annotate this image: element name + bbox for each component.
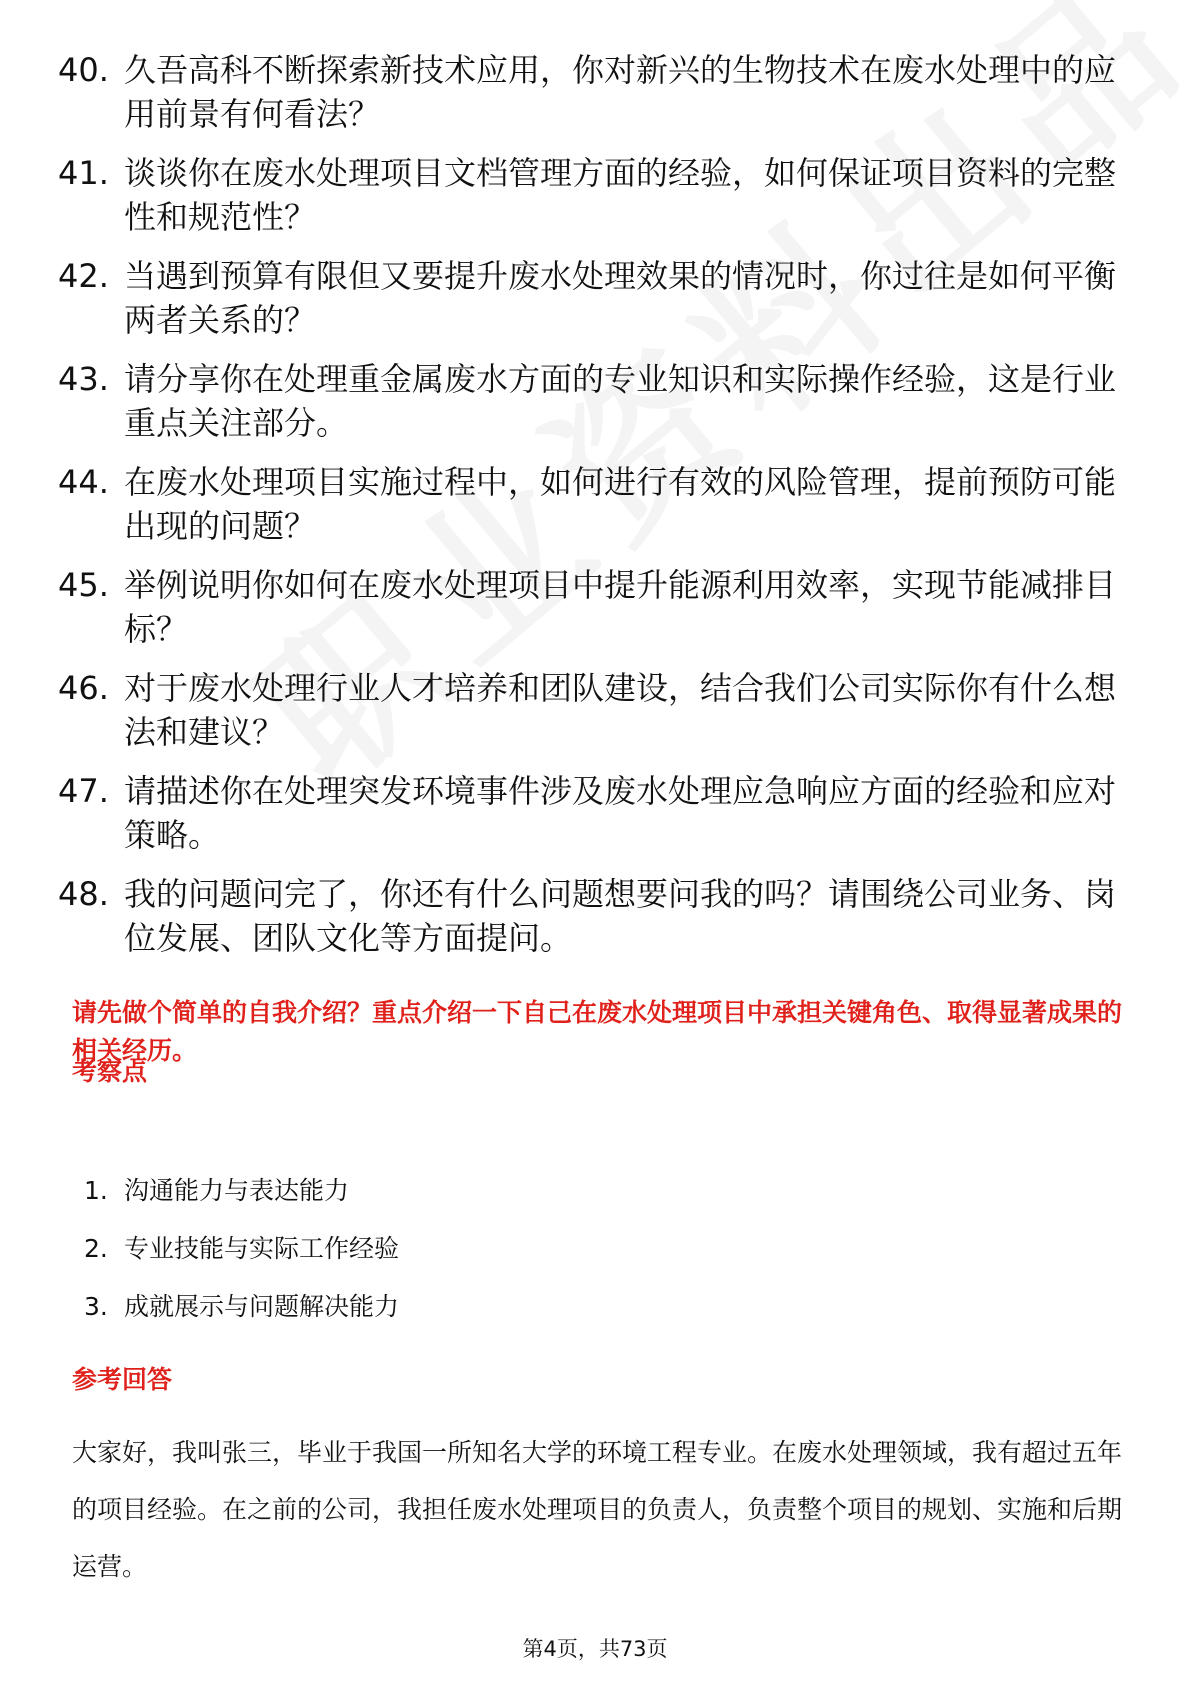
assessment-points <box>84 1162 399 1336</box>
question-text: 对于废水处理行业人才培养和团队建设，结合我们公司实际你有什么想法和建议？ <box>124 669 1117 751</box>
list-item <box>58 872 1118 960</box>
list-item <box>58 48 1118 136</box>
reference-answer: 大家好，我叫张三，毕业于我国一所知名大学的环境工程专业。在废水处理领域，我有超过五年的项目经验。在之前的公司，我担任废水处理项目的负责人，负责整个项目的规划、实施和后期运营。 <box>72 1438 1123 1581</box>
question-number: 41. <box>58 154 109 192</box>
question-number: 44. <box>58 463 109 501</box>
list-item <box>84 1220 399 1278</box>
list-item <box>84 1162 399 1220</box>
list-item <box>58 769 1118 857</box>
point-number: 1. <box>84 1176 108 1205</box>
question-text: 当遇到预算有限但又要提升废水处理效果的情况时，你过往是如何平衡两者关系的？ <box>124 257 1117 339</box>
reference-heading: 参考回答 <box>72 1365 173 1394</box>
list-item <box>58 460 1118 548</box>
question-text: 在废水处理项目实施过程中，如何进行有效的风险管理，提前预防可能出现的问题？ <box>124 463 1117 545</box>
question-number: 48. <box>58 875 109 913</box>
question-text: 请分享你在处理重金属废水方面的专业知识和实际操作经验，这是行业重点关注部分。 <box>124 360 1117 442</box>
question-number: 45. <box>58 566 109 604</box>
question-number: 47. <box>58 772 109 810</box>
assessment-heading: 考察点 <box>72 1057 148 1086</box>
list-item <box>58 357 1118 445</box>
question-text: 请描述你在处理突发环境事件涉及废水处理应急响应方面的经验和应对策略。 <box>124 772 1117 854</box>
question-number: 43. <box>58 360 109 398</box>
list-item <box>58 563 1118 651</box>
point-number: 2. <box>84 1234 108 1263</box>
list-item <box>58 666 1118 754</box>
point-text: 沟通能力与表达能力 <box>124 1176 350 1205</box>
question-list <box>58 48 1118 975</box>
point-text: 成就展示与问题解决能力 <box>124 1292 400 1321</box>
point-number: 3. <box>84 1292 108 1321</box>
page-number: 第4页，共73页 <box>522 1637 668 1661</box>
question-number: 42. <box>58 257 109 295</box>
question-text: 久吾高科不断探索新技术应用，你对新兴的生物技术在废水处理中的应用前景有何看法？ <box>124 51 1117 133</box>
question-text: 举例说明你如何在废水处理项目中提升能源利用效率，实现节能减排目标？ <box>124 566 1117 648</box>
list-item <box>84 1278 399 1336</box>
question-text: 我的问题问完了，你还有什么问题想要问我的吗？请围绕公司业务、岗位发展、团队文化等方面提问。 <box>124 875 1117 957</box>
list-item <box>58 254 1118 342</box>
question-number: 46. <box>58 669 109 707</box>
point-text: 专业技能与实际工作经验 <box>124 1234 400 1263</box>
question-text: 谈谈你在废水处理项目文档管理方面的经验，如何保证项目资料的完整性和规范性？ <box>124 154 1117 236</box>
list-item <box>58 151 1118 239</box>
question-number: 40. <box>58 51 109 89</box>
highlight-question: 请先做个简单的自我介绍？重点介绍一下自己在废水处理项目中承担关键角色、取得显著成果的相关经历。 <box>72 998 1123 1065</box>
